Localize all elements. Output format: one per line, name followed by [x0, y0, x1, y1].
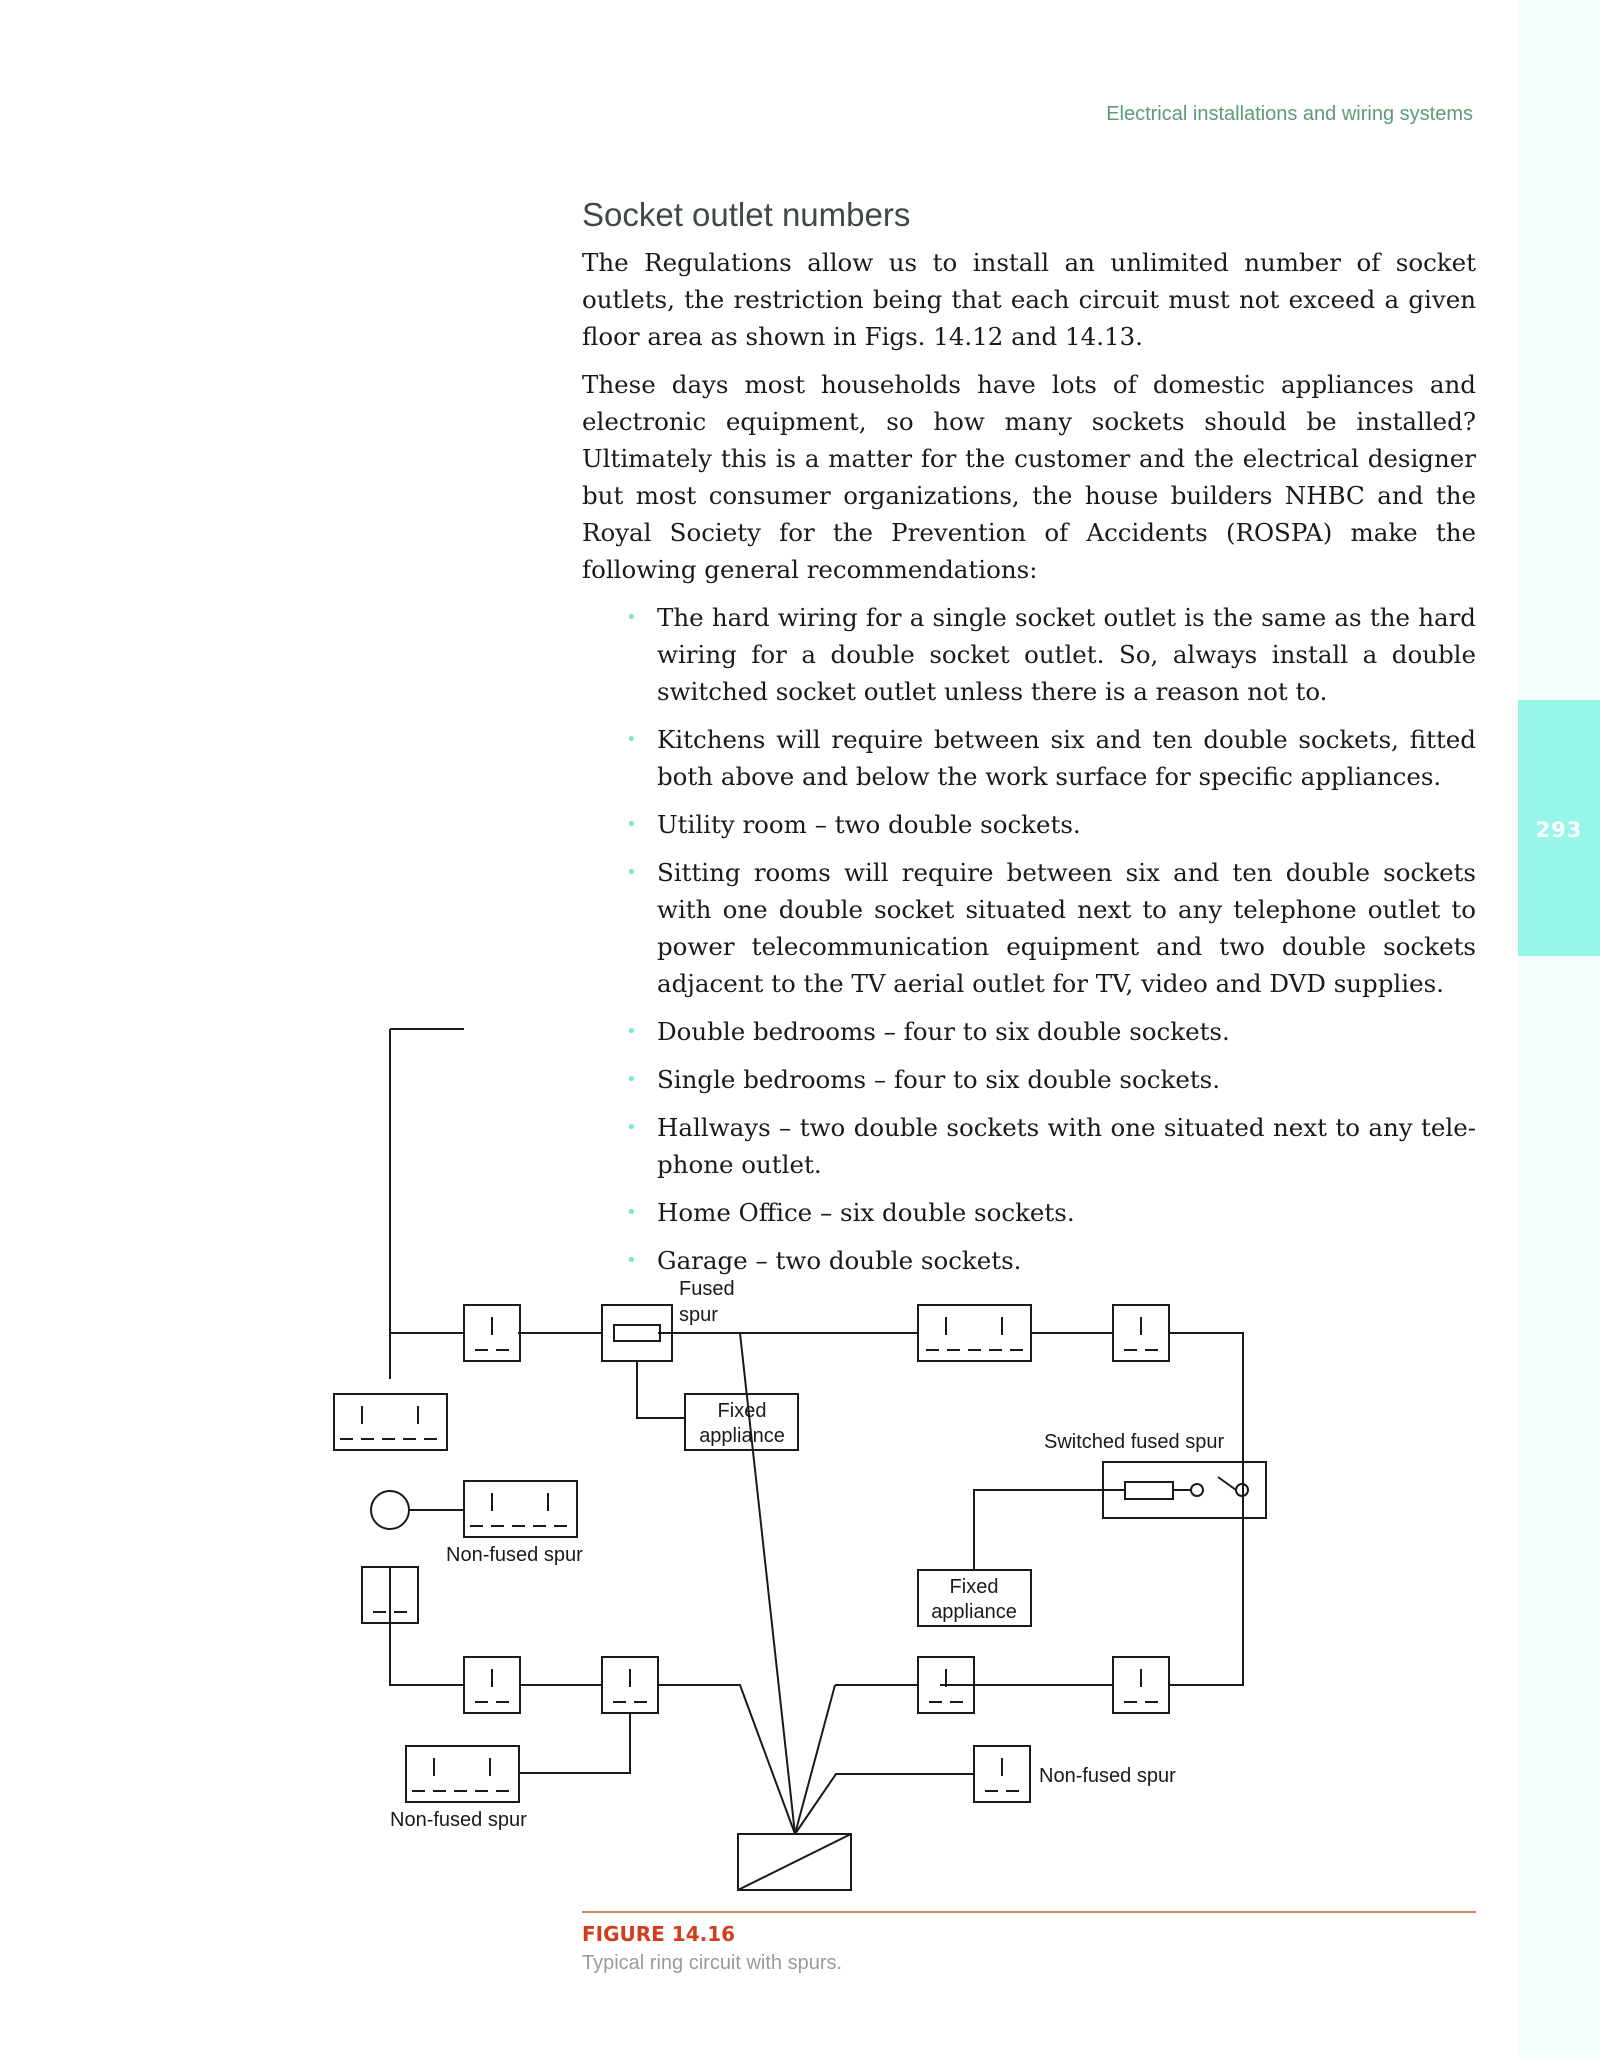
list-item-text: Garage – two double sockets. [657, 1246, 1022, 1275]
fixed-appliance-label: appliance [699, 1425, 785, 1447]
junction-box-icon [371, 1491, 409, 1529]
paragraph: The Regulations allow us to install an unlimited number of socket outlets, the restriction being that each circuit must not exceed a given floor area as shown in Figs. 14.12 and 14.13. [582, 248, 1476, 351]
double-socket-outlet [334, 1394, 447, 1450]
figure-caption: Typical ring circuit with spurs. [582, 1952, 843, 1974]
bullet-icon: • [626, 1202, 637, 1223]
bullet-icon: • [626, 1117, 637, 1138]
paragraph: These days most households have lots of domestic appliances and electronic equipment, so how many sockets should be installed? Ultimately this is a matter for the customer and the electrical designer but most consumer organizations, the house builders NHBC and the Royal Society for the Prevention of Accidents (ROSPA) make the following general recommendations: [582, 370, 1476, 584]
fused-spur-label: spur [679, 1304, 718, 1326]
non-fused-spur-label: Non-fused spur [1039, 1765, 1176, 1787]
non-fused-spur-label: Non-fused spur [390, 1809, 527, 1831]
bullet-icon: • [626, 607, 637, 628]
list-item-text: The hard wiring for a single socket outlet is the same as the hard wiring for a double socket outlet. So, always install a double switched socket outlet unless there is a reason not to. [657, 603, 1476, 706]
running-header: Electrical installations and wiring systems [1106, 103, 1473, 125]
switch-contact-icon [1191, 1484, 1203, 1496]
double-socket-outlet [464, 1481, 577, 1537]
bullet-icon: • [626, 1069, 637, 1090]
fixed-appliance-label: Fixed [717, 1400, 767, 1422]
bullet-icon: • [626, 862, 637, 883]
bullet-icon: • [626, 814, 637, 835]
fixed-appliance-label: Fixed [949, 1576, 999, 1598]
list-item-text: Utility room – two double sockets. [657, 810, 1081, 839]
bullet-icon: • [626, 729, 637, 750]
figure-label: FIGURE 14.16 [582, 1922, 736, 1946]
list-item-text: Hallways – two double sockets with one situated next to any telephone outlet. [657, 1113, 1476, 1179]
double-socket-outlet [918, 1305, 1031, 1361]
caption-rule [582, 1911, 1476, 1913]
double-socket-outlet [406, 1746, 519, 1802]
bullet-icon: • [626, 1250, 637, 1271]
list-item-text: Sitting rooms will require between six and ten double sockets with one double socket situated next to any telephone outlet to power telecommunication equipment and two double sockets adjacent to the TV aerial outlet for TV, video and DVD supplies. [657, 858, 1476, 998]
switched-fused-spur-label: Switched fused spur [1044, 1431, 1225, 1453]
fused-spur-label: Fused [679, 1278, 735, 1300]
page-number: 293 [1535, 818, 1583, 842]
fuse-icon [1125, 1482, 1173, 1499]
list-item-text: Double bedrooms – four to six double sockets. [657, 1017, 1230, 1046]
non-fused-spur-label: Non-fused spur [446, 1544, 583, 1566]
fixed-appliance-label: appliance [931, 1601, 1017, 1623]
switch-icon [1218, 1477, 1236, 1490]
list-item-text: Single bedrooms – four to six double sockets. [657, 1065, 1221, 1094]
bullet-icon: • [626, 1021, 637, 1042]
list-item-text: Kitchens will require between six and ten double sockets, fitted both above and below the work surface for specific appliances. [657, 725, 1476, 791]
section-title: Socket outlet numbers [582, 196, 911, 233]
fuse-icon [614, 1325, 660, 1341]
list-item-text: Home Office – six double sockets. [657, 1198, 1075, 1227]
